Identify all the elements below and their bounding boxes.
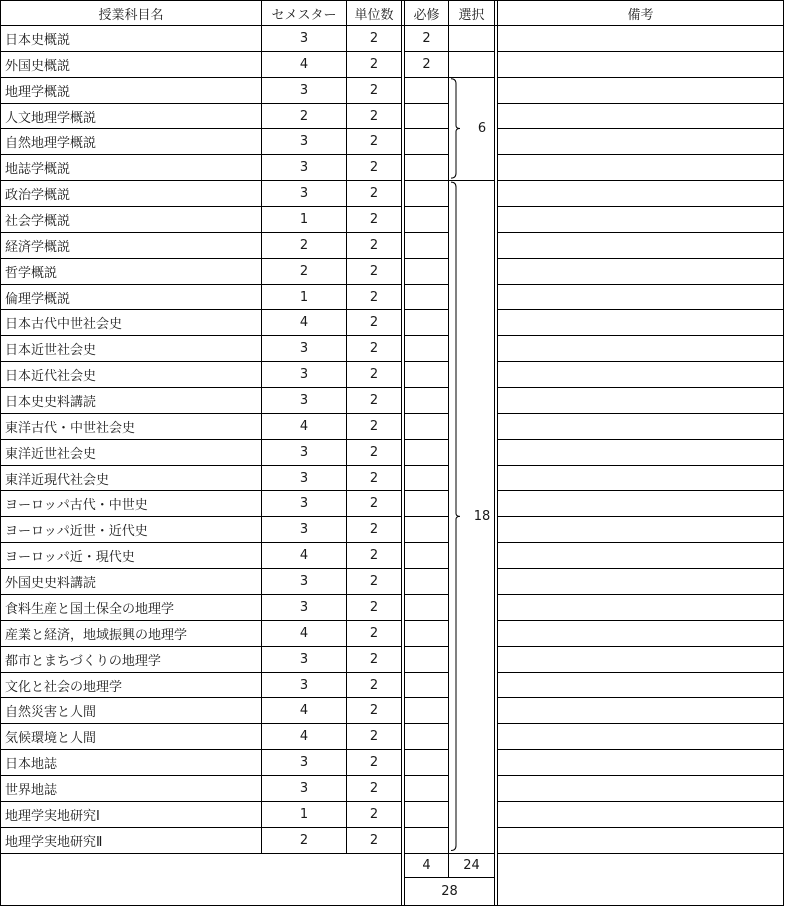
grid-line <box>497 594 784 595</box>
course-credits: 2 <box>369 419 379 434</box>
grid-line <box>497 77 784 78</box>
grid-line <box>0 646 402 647</box>
header-semester: セメスター <box>271 7 337 23</box>
grid-line <box>497 723 784 724</box>
grid-line <box>404 801 449 802</box>
course-name: 日本近代社会史 <box>5 369 97 384</box>
grid-line <box>0 723 402 724</box>
course-semester: 2 <box>299 108 309 124</box>
grid-line <box>404 568 449 569</box>
course-name: 日本地誌 <box>5 757 58 772</box>
header-required: 必修 <box>413 7 440 23</box>
grid-line <box>404 77 449 78</box>
grid-line <box>404 232 449 233</box>
grid-line <box>404 309 449 310</box>
course-name: 東洋近現代社会史 <box>5 472 110 488</box>
grid-line <box>0 801 402 802</box>
course-credits: 2 <box>369 134 379 149</box>
course-name: 産業と経済，地域振興の地理学 <box>5 628 188 643</box>
course-semester: 1 <box>299 212 309 227</box>
course-credits: 2 <box>369 108 379 124</box>
grid-line <box>0 672 402 673</box>
course-credits: 2 <box>369 729 379 744</box>
grid-line <box>404 180 449 181</box>
grid-line <box>404 827 449 828</box>
course-name: ヨーロッパ近世・近代史 <box>5 524 148 539</box>
course-credits: 2 <box>369 755 379 770</box>
course-credits: 2 <box>369 289 379 305</box>
elective-group-credits: 18 <box>473 508 491 524</box>
grid-line <box>497 128 784 129</box>
grid-line <box>497 775 784 776</box>
course-name: 社会学概説 <box>5 214 71 229</box>
grid-line <box>497 206 784 207</box>
course-credits: 2 <box>369 367 379 382</box>
course-semester: 3 <box>299 367 309 382</box>
grid-line <box>0 0 1 906</box>
course-semester: 4 <box>299 57 309 72</box>
course-credits: 2 <box>369 781 379 796</box>
grid-line <box>404 258 449 259</box>
grid-line <box>497 154 784 155</box>
course-semester: 3 <box>299 393 309 408</box>
grid-line <box>404 0 405 906</box>
course-name: 文化と社会の地理学 <box>5 679 123 695</box>
grid-line <box>0 103 402 104</box>
course-name: 経済学概説 <box>5 240 71 255</box>
grid-line <box>404 697 449 698</box>
grid-line <box>404 723 449 724</box>
course-credits: 2 <box>369 264 379 279</box>
grid-line <box>0 542 402 543</box>
grid-line <box>497 672 784 673</box>
grid-line <box>404 51 449 52</box>
grid-line <box>497 490 784 491</box>
course-name: 日本近世社会史 <box>5 343 97 358</box>
grid-line <box>497 103 784 104</box>
course-semester: 4 <box>299 729 309 744</box>
grid-line <box>0 361 402 362</box>
grid-line <box>404 672 449 673</box>
course-credits: 2 <box>369 83 379 98</box>
course-credits: 2 <box>369 160 379 175</box>
header-elective: 選択 <box>458 7 485 23</box>
header-notes: 備考 <box>627 7 654 23</box>
course-credits: 2 <box>369 807 379 822</box>
course-credits: 2 <box>369 186 379 201</box>
grid-line <box>497 542 784 543</box>
course-name: 地理学実地研究Ⅱ <box>5 835 103 850</box>
grid-line <box>497 258 784 259</box>
course-semester: 3 <box>299 781 309 796</box>
course-name: 自然地理学概説 <box>5 136 97 151</box>
grid-line <box>0 620 402 621</box>
grid-line <box>0 77 402 78</box>
grid-line <box>404 646 449 647</box>
grid-line <box>0 0 784 1</box>
grid-line <box>0 258 402 259</box>
course-semester: 4 <box>299 626 309 641</box>
grid-line <box>497 749 784 750</box>
grid-line <box>0 413 402 414</box>
grid-line <box>0 905 784 906</box>
course-name: 哲学概説 <box>5 266 58 281</box>
course-credits: 2 <box>369 341 379 356</box>
course-semester: 3 <box>299 755 309 770</box>
course-name: 人文地理学概説 <box>5 110 97 126</box>
course-name: 外国史概説 <box>5 59 71 74</box>
course-credits: 2 <box>369 600 379 615</box>
course-name: 自然災害と人間 <box>5 705 97 720</box>
grid-line <box>783 0 784 906</box>
grid-line <box>497 284 784 285</box>
course-semester: 4 <box>299 315 309 330</box>
course-semester: 3 <box>299 186 309 201</box>
course-credits: 2 <box>369 522 379 537</box>
header-credits: 単位数 <box>354 7 394 23</box>
course-credits: 2 <box>369 57 379 72</box>
grid-line <box>497 853 784 854</box>
grid-line <box>0 154 402 155</box>
grid-line <box>0 827 402 828</box>
grid-line <box>497 51 784 52</box>
grid-line <box>0 490 402 491</box>
course-semester: 3 <box>299 677 309 693</box>
header-course-name: 授業科目名 <box>98 7 164 23</box>
grid-line <box>497 465 784 466</box>
course-name: 地誌学概説 <box>5 162 71 177</box>
grid-line <box>404 206 449 207</box>
grid-line <box>404 154 449 155</box>
grid-line <box>0 309 402 310</box>
grid-line <box>497 827 784 828</box>
total-elective: 24 <box>463 858 480 873</box>
grid-line <box>404 465 449 466</box>
grid-line <box>404 490 449 491</box>
course-name: 政治学概説 <box>5 188 71 203</box>
course-required: 2 <box>422 57 431 72</box>
grid-line <box>404 335 449 336</box>
grid-line <box>494 0 495 906</box>
course-credits: 2 <box>369 548 379 563</box>
course-semester: 3 <box>299 652 309 667</box>
elective-group-brace <box>451 79 460 178</box>
course-name: 気候環境と人間 <box>5 731 97 746</box>
grid-line <box>497 0 498 906</box>
grid-line <box>497 180 784 181</box>
course-semester: 3 <box>299 470 309 486</box>
grid-line <box>0 775 402 776</box>
grid-line <box>0 516 402 517</box>
grid-line <box>0 232 402 233</box>
course-semester: 2 <box>299 238 309 253</box>
grid-line <box>404 620 449 621</box>
course-semester: 3 <box>299 160 309 175</box>
course-credits: 2 <box>369 31 379 46</box>
course-semester: 4 <box>299 548 309 563</box>
course-semester: 4 <box>299 419 309 434</box>
course-semester: 3 <box>299 496 309 511</box>
course-semester: 2 <box>299 833 309 848</box>
course-name: 世界地誌 <box>5 783 58 798</box>
grid-line <box>497 232 784 233</box>
course-semester: 3 <box>299 134 309 149</box>
grid-line <box>0 51 402 52</box>
course-name: 日本古代中世社会史 <box>5 317 123 332</box>
course-name: 東洋近世社会史 <box>5 447 97 462</box>
grid-line <box>401 0 402 906</box>
grid-line <box>404 439 449 440</box>
grid-line <box>0 335 402 336</box>
grid-line <box>497 801 784 802</box>
course-credits: 2 <box>369 445 379 460</box>
course-credits: 2 <box>369 393 379 408</box>
course-credits: 2 <box>369 470 379 486</box>
course-name: 東洋古代・中世社会史 <box>5 421 136 436</box>
grid-line <box>404 284 449 285</box>
course-name: 外国史史料講読 <box>5 576 97 591</box>
grid-line <box>497 646 784 647</box>
grid-line <box>0 568 402 569</box>
grid-line <box>404 103 449 104</box>
course-semester: 4 <box>299 703 309 718</box>
course-semester: 1 <box>299 289 309 305</box>
course-semester: 1 <box>299 807 309 822</box>
course-credits: 2 <box>369 315 379 330</box>
grid-line <box>404 749 449 750</box>
course-credits: 2 <box>369 677 379 693</box>
elective-group-credits: 6 <box>477 120 487 136</box>
grid-line <box>0 180 402 181</box>
course-credits: 2 <box>369 574 379 589</box>
grid-line <box>404 128 449 129</box>
grid-line <box>0 128 402 129</box>
course-credits: 2 <box>369 833 379 848</box>
grid-line <box>404 361 449 362</box>
grid-line <box>497 413 784 414</box>
grid-line <box>0 206 402 207</box>
course-credits: 2 <box>369 626 379 641</box>
grid-line <box>497 361 784 362</box>
grid-line <box>261 0 262 854</box>
course-name: 食料生産と国土保全の地理学 <box>5 602 175 617</box>
course-name: ヨーロッパ近・現代史 <box>5 550 135 565</box>
grid-line <box>497 309 784 310</box>
course-required: 2 <box>422 31 431 46</box>
course-semester: 3 <box>299 31 309 46</box>
grid-line <box>404 516 449 517</box>
grid-line <box>497 335 784 336</box>
course-name: 日本史史料講読 <box>5 395 97 410</box>
grid-line <box>404 387 449 388</box>
course-semester: 3 <box>299 600 309 615</box>
elective-group-brace <box>451 182 460 850</box>
grid-line <box>0 594 402 595</box>
grid-line <box>404 594 449 595</box>
course-name: 日本史概説 <box>5 33 71 48</box>
grid-line <box>497 568 784 569</box>
course-name: 地理学概説 <box>5 85 71 100</box>
grid-line <box>497 697 784 698</box>
grand-total: 28 <box>441 884 458 899</box>
grid-line <box>497 620 784 621</box>
grid-line <box>497 516 784 517</box>
course-semester: 3 <box>299 83 309 98</box>
course-name: 地理学実地研究Ⅰ <box>5 809 100 824</box>
total-required: 4 <box>422 858 431 873</box>
grid-line <box>404 775 449 776</box>
course-semester: 3 <box>299 341 309 356</box>
course-credits: 2 <box>369 652 379 667</box>
course-credits: 2 <box>369 238 379 253</box>
course-credits: 2 <box>369 703 379 718</box>
course-semester: 3 <box>299 574 309 589</box>
grid-line <box>0 697 402 698</box>
course-credits: 2 <box>369 212 379 227</box>
grid-line <box>0 387 402 388</box>
grid-line <box>0 439 402 440</box>
course-name: ヨーロッパ古代・中世史 <box>5 498 148 513</box>
grid-line <box>404 542 449 543</box>
grid-line <box>0 853 402 854</box>
grid-line <box>0 284 402 285</box>
course-name: 都市とまちづくりの地理学 <box>5 654 161 669</box>
grid-line <box>346 0 347 854</box>
elective-braces <box>449 0 469 907</box>
grid-line <box>0 25 784 26</box>
grid-line <box>0 749 402 750</box>
grid-line <box>404 413 449 414</box>
grid-line <box>497 387 784 388</box>
grid-line <box>0 465 402 466</box>
course-semester: 2 <box>299 264 309 279</box>
grid-line <box>497 439 784 440</box>
course-name: 倫理学概説 <box>5 291 71 307</box>
course-semester: 3 <box>299 445 309 460</box>
course-semester: 3 <box>299 522 309 537</box>
course-credits: 2 <box>369 496 379 511</box>
